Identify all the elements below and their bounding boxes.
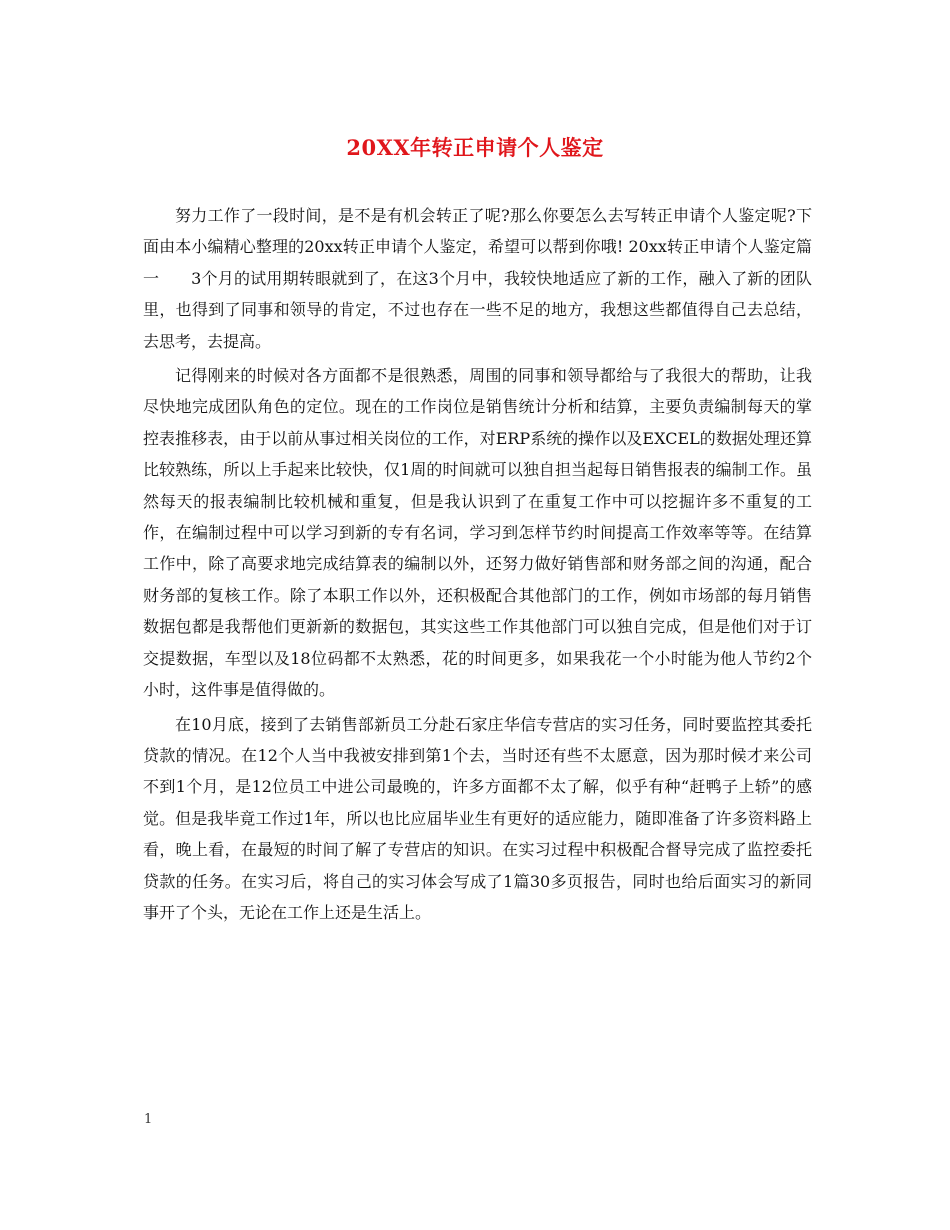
paragraph-internship: 在10月底，接到了去销售部新员工分赴石家庄华信专营店的实习任务，同时要监控其委托贷款的情况。在12个人当中我被安排到第1个去，当时还有些不太愿意，因为那时候才来公司不到1个月，是12位员工中进公司最晚的，许多方面都不太了解，似乎有种“赶鸭子上轿”的感觉。但是我毕竟工作过1年，所以也比应届毕业生有更好的适应能力，随即准备了许多资料路上看，晚上看，在最短的时间了解了专营店的知识。在实习过程中积极配合督导完成了监控委托贷款的任务。在实习后，将自己的实习体会写成了1篇30多页报告，同时也给后面实习的新同事开了个头，无论在工作上还是生活上。 xyxy=(143,714,812,922)
document-body xyxy=(143,200,812,931)
page-number: 1 xyxy=(144,1112,153,1127)
paragraph-intro: 努力工作了一段时间，是不是有机会转正了呢?那么你要怎么去写转正申请个人鉴定呢?下面由本小编精心整理的20xx转正申请个人鉴定，希望可以帮到你哦! 20xx转正申请个人鉴定篇一 3个月的试用期转眼就到了，在这3个月中，我较快地适应了新的工作，融入了新的团队里，也得到了同事和领导的肯定，不过也存在一些不足的地方，我想这些都值得自己去总结，去思考，去提高。 xyxy=(143,206,812,351)
paragraph-work-duties: 记得刚来的时候对各方面都不是很熟悉，周围的同事和领导都给与了我很大的帮助，让我尽快地完成团队角色的定位。现在的工作岗位是销售统计分析和结算，主要负责编制每天的掌控表推移表，由于以前从事过相关岗位的工作，对ERP系统的操作以及EXCEL的数据处理还算比较熟练，所以上手起来比较快，仅1周的时间就可以独自担当起每日销售报表的编制工作。虽然每天的报表编制比较机械和重复，但是我认识到了在重复工作中可以挖掘许多不重复的工作，在编制过程中可以学习到新的专有名词，学习到怎样节约时间提高工作效率等等。在结算工作中，除了高要求地完成结算表的编制以外，还努力做好销售部和财务部之间的沟通，配合财务部的复核工作。除了本职工作以外，还积极配合其他部门的工作，例如市场部的每月销售数据包都是我帮他们更新新的数据包，其实这些工作其他部门可以独自完成，但是他们对于订交提数据，车型以及18位码都不太熟悉，花的时间更多，如果我花一个小时能为他人节约2个小时，这件事是值得做的。 xyxy=(143,366,812,700)
document-title: 20XX年转正申请个人鉴定 xyxy=(346,135,604,160)
